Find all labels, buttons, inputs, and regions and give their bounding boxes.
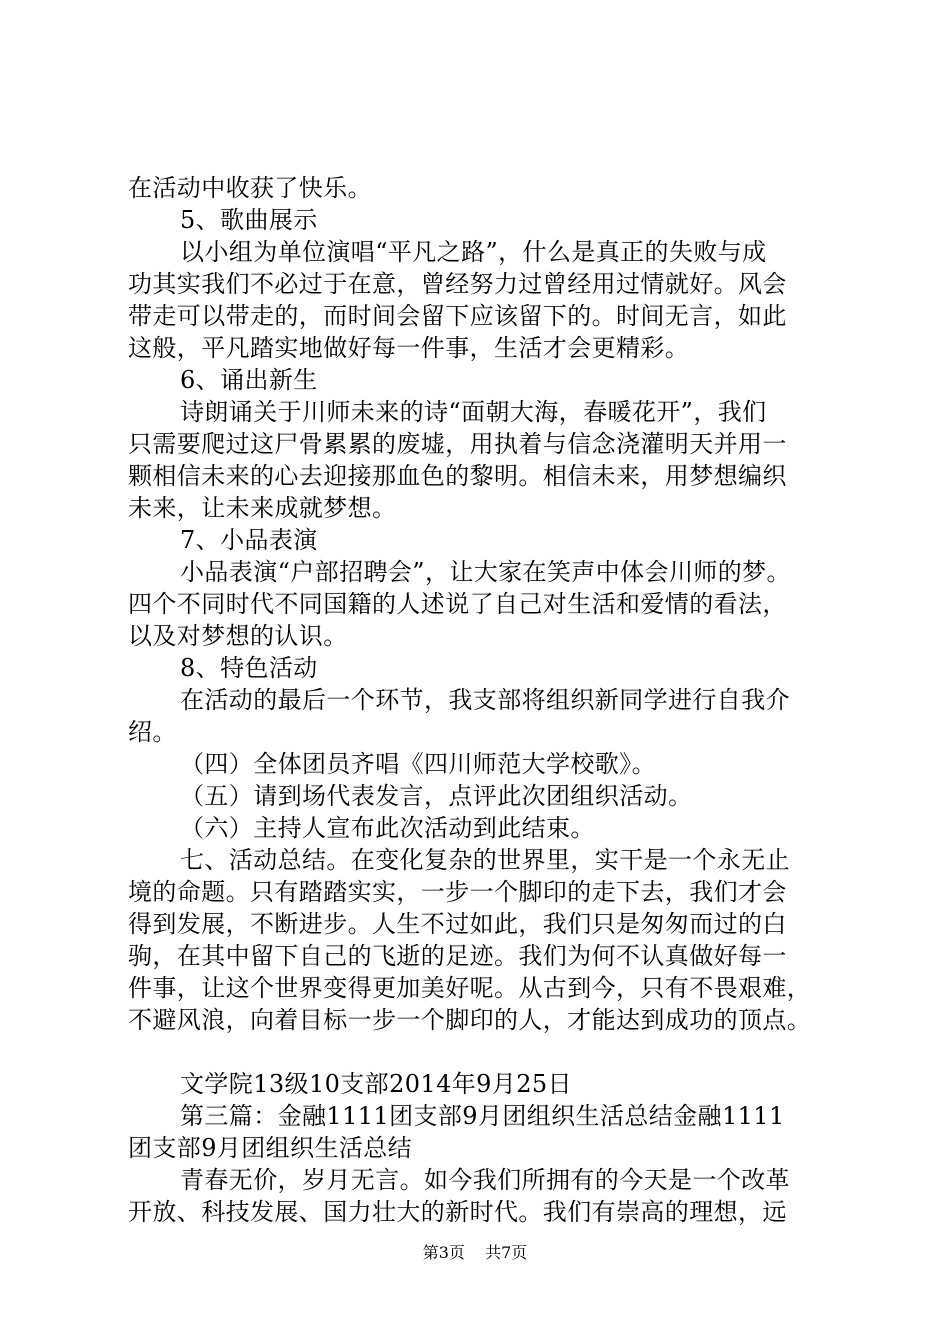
text-line: 境的命题。只有踏踏实实，一步一个脚印的走下去，我们才会 <box>128 878 787 906</box>
text-line: 不避风浪，向着目标一步一个脚印的人，才能达到成功的顶点。 <box>128 1006 812 1034</box>
text-line: 诗朗诵关于川师未来的诗“面朝大海，春暖花开”，我们 <box>180 398 767 426</box>
text-line: 以及对梦想的认识。 <box>128 622 348 650</box>
text-line: 七、活动总结。在变化复杂的世界里，实干是一个永无止 <box>180 846 790 874</box>
text-line: 四个不同时代不同国籍的人述说了自己对生活和爱情的看法， <box>128 590 787 618</box>
text-line: 绍。 <box>128 718 177 746</box>
text-line: 得到发展，不断进步。人生不过如此，我们只是匆匆而过的白 <box>128 910 787 938</box>
text-line: 开放、科技发展、国力壮大的新时代。我们有崇高的理想，远 <box>128 1198 787 1226</box>
text-line: 未来，让未来成就梦想。 <box>128 494 397 522</box>
text-line: 这般，平凡踏实地做好每一件事，生活才会更精彩。 <box>128 334 690 362</box>
page-number: 第3页 <box>422 1243 465 1262</box>
text-line: 件事，让这个世界变得更加美好呢。从古到今，只有不畏艰难， <box>128 974 812 1002</box>
text-line: 团支部9月团组织生活总结 <box>128 1134 413 1162</box>
text-line: 第三篇：金融1111团支部9月团组织生活总结金融1111 <box>180 1102 785 1130</box>
document-body <box>128 172 848 1228</box>
text-line: 颗相信未来的心去迎接那血色的黎明。相信未来，用梦想编织 <box>128 462 787 490</box>
text-line: 青春无价，岁月无言。如今我们所拥有的今天是一个改革 <box>180 1166 790 1194</box>
text-line: 只需要爬过这尸骨累累的废墟，用执着与信念浇灌明天并用一 <box>128 430 787 458</box>
text-line: 以小组为单位演唱“平凡之路”，什么是真正的失败与成 <box>180 238 767 266</box>
text-line: 小品表演“户部招聘会”，让大家在笑声中体会川师的梦。 <box>180 558 791 586</box>
text-line: 在活动的最后一个环节，我支部将组织新同学进行自我介 <box>180 686 790 714</box>
text-line: 6、诵出新生 <box>180 366 318 394</box>
text-line: 8、特色活动 <box>180 654 318 682</box>
text-line: （四）全体团员齐唱《四川师范大学校歌》。 <box>180 750 656 778</box>
text-line: 5、歌曲展示 <box>180 206 318 234</box>
text-line: 带走可以带走的，而时间会留下应该留下的。时间无言，如此 <box>128 302 787 330</box>
blank-line <box>128 1036 848 1068</box>
text-line: 功其实我们不必过于在意，曾经努力过曾经用过情就好。风会 <box>128 270 787 298</box>
text-line: 7、小品表演 <box>180 526 318 554</box>
text-line: 在活动中收获了快乐。 <box>128 174 372 202</box>
text-line: 驹，在其中留下自己的飞逝的足迹。我们为何不认真做好每一 <box>128 942 787 970</box>
text-line: （六）主持人宣布此次活动到此结束。 <box>180 814 595 842</box>
page-footer <box>0 1243 950 1263</box>
page-total: 共7页 <box>485 1243 528 1262</box>
text-line: 文学院13级10支部2014年9月25日 <box>180 1070 572 1098</box>
text-line: （五）请到场代表发言，点评此次团组织活动。 <box>180 782 693 810</box>
